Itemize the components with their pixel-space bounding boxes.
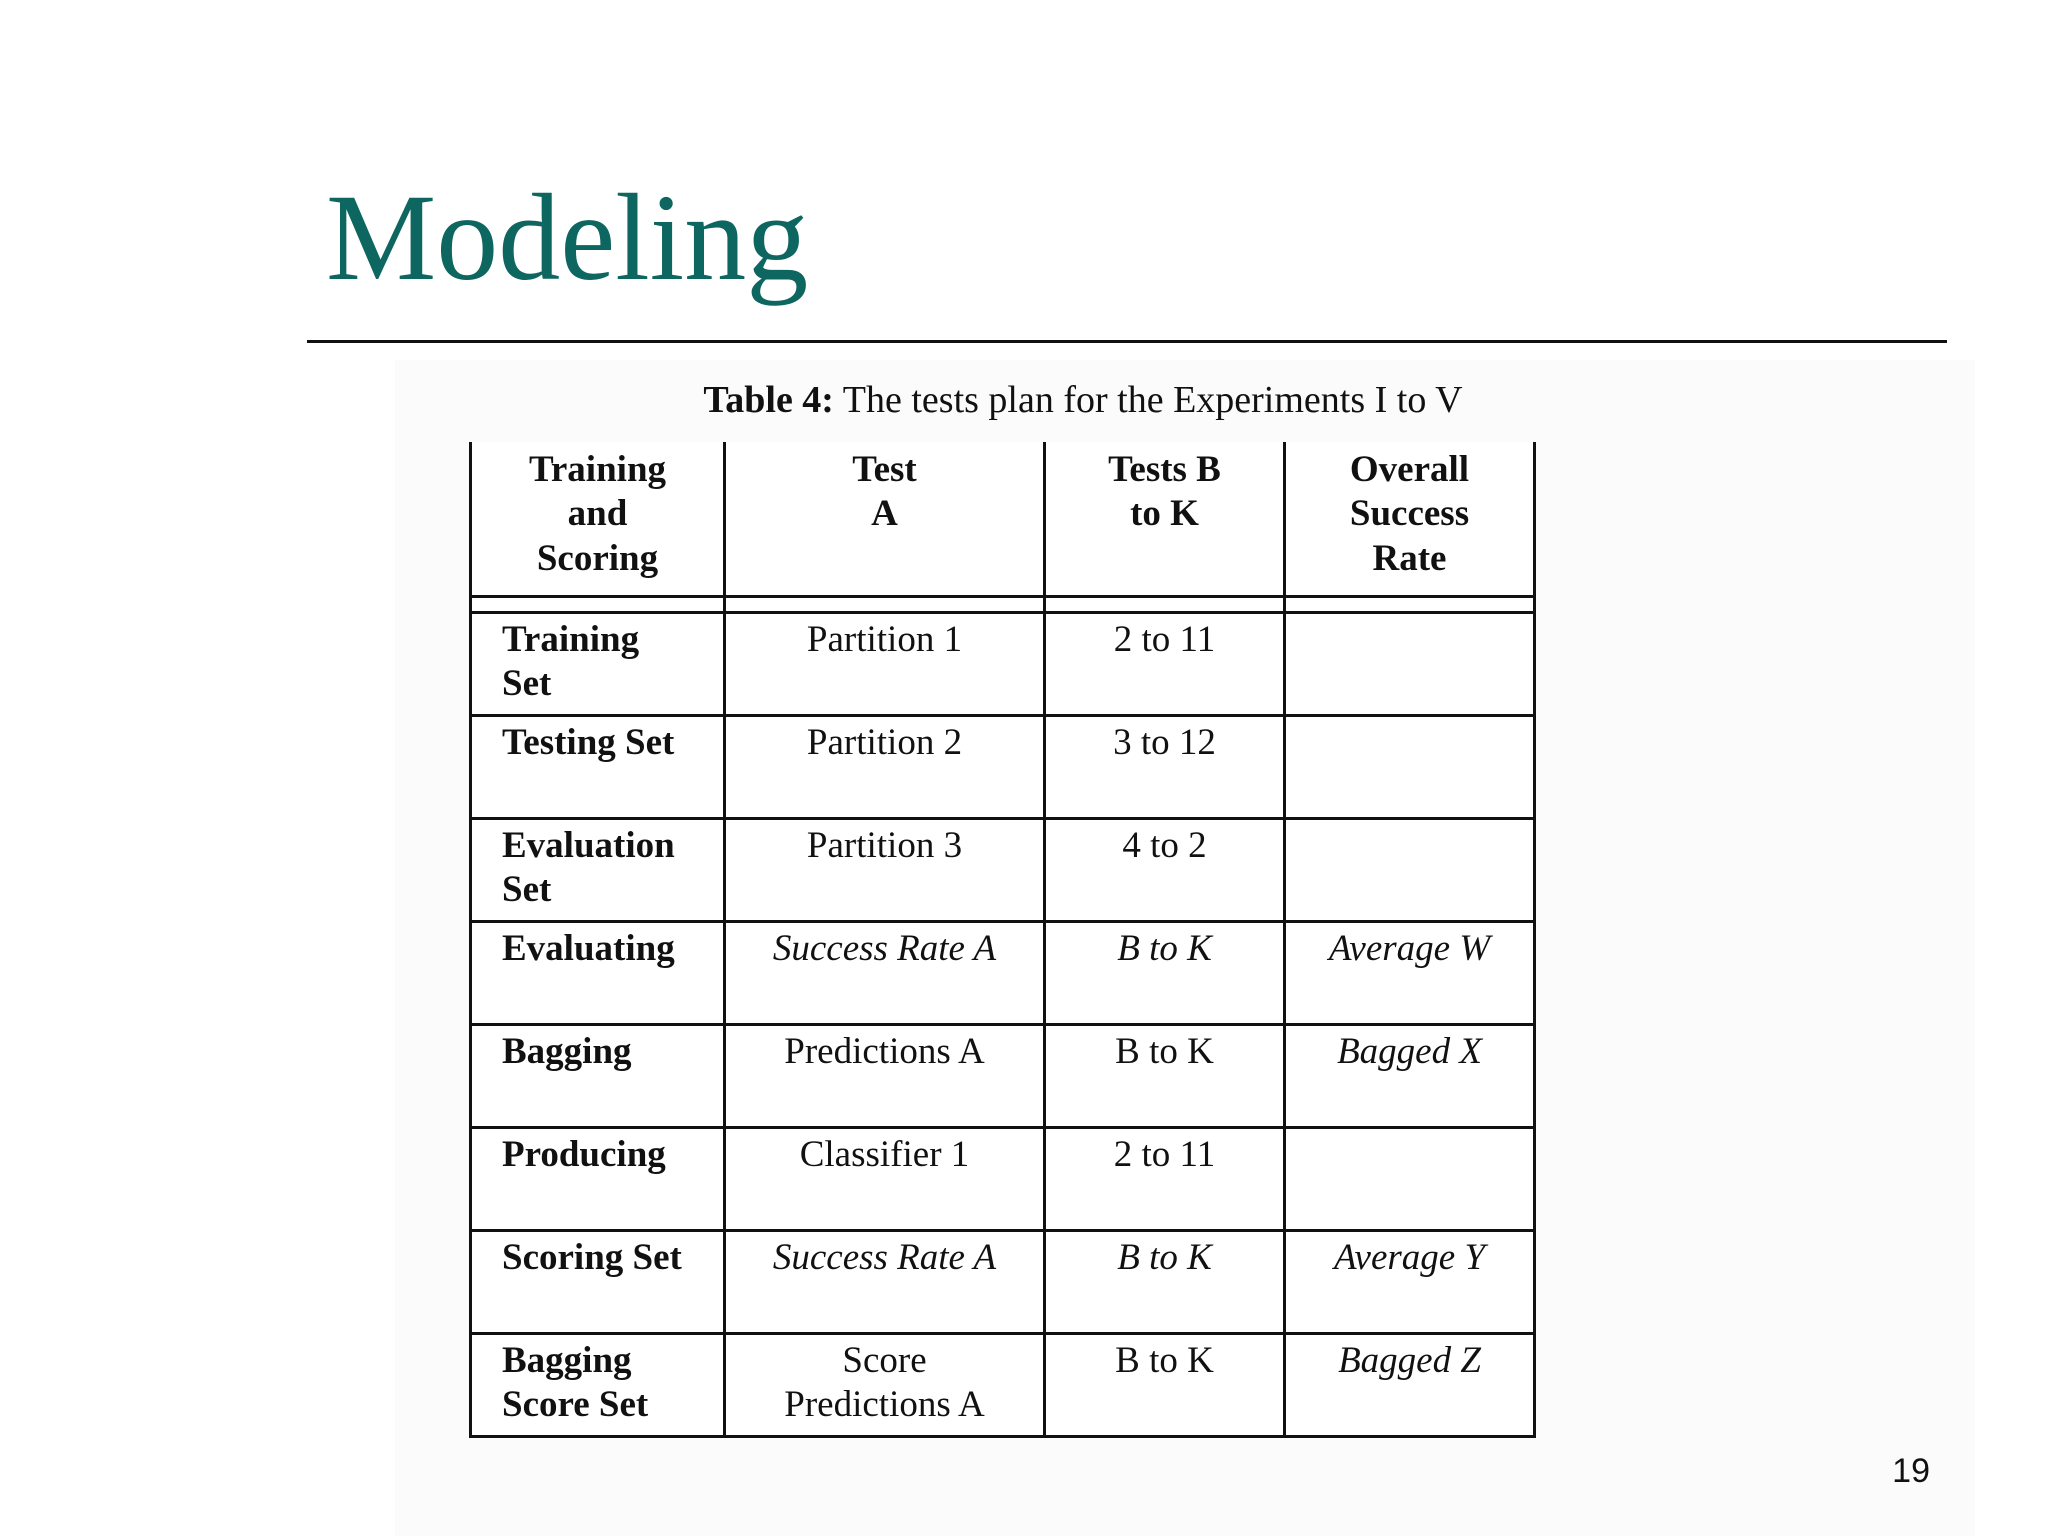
stage-cell: Testing Set xyxy=(471,716,725,819)
table-row xyxy=(471,613,1535,716)
table-caption-label: Table 4: xyxy=(703,379,834,421)
table-header-row xyxy=(471,442,1535,597)
table-row xyxy=(471,819,1535,922)
stage-cell: Scoring Set xyxy=(471,1231,725,1334)
page-number: 19 xyxy=(1892,1452,1930,1490)
overall-cell xyxy=(1285,613,1535,716)
tests-plan-table xyxy=(469,442,1536,1438)
overall-cell xyxy=(1285,1128,1535,1231)
stage-cell: Producing xyxy=(471,1128,725,1231)
tests-b-k-cell: B to K xyxy=(1045,1334,1285,1437)
table-row xyxy=(471,1231,1535,1334)
header-test-a xyxy=(725,442,1045,597)
test-a-cell: Success Rate A xyxy=(725,1231,1045,1334)
stage-cell: Bagging Score Set xyxy=(471,1334,725,1437)
title-divider xyxy=(307,340,1947,343)
test-a-cell: Partition 3 xyxy=(725,819,1045,922)
header-overall-success-rate xyxy=(1285,442,1535,597)
overall-cell: Average W xyxy=(1285,922,1535,1025)
table-caption xyxy=(395,378,1771,424)
tests-b-k-cell: 2 to 11 xyxy=(1045,1128,1285,1231)
header-training-and-scoring xyxy=(471,442,725,597)
overall-cell: Bagged Z xyxy=(1285,1334,1535,1437)
header-separator-row xyxy=(471,597,1535,613)
stage-cell: Training Set xyxy=(471,613,725,716)
tests-b-k-cell: 3 to 12 xyxy=(1045,716,1285,819)
test-a-cell: Partition 2 xyxy=(725,716,1045,819)
stage-cell: Evaluating xyxy=(471,922,725,1025)
table-row xyxy=(471,922,1535,1025)
test-a-cell: Classifier 1 xyxy=(725,1128,1045,1231)
tests-b-k-cell: B to K xyxy=(1045,922,1285,1025)
header-test-a-label: Test A xyxy=(852,449,917,535)
table-row xyxy=(471,1128,1535,1231)
header-tests-b-to-k-label: Tests B to K xyxy=(1108,449,1221,535)
tests-b-k-cell: 2 to 11 xyxy=(1045,613,1285,716)
table-row xyxy=(471,1334,1535,1437)
header-training-and-scoring-label: Training and Scoring xyxy=(528,449,667,579)
test-a-cell: Partition 1 xyxy=(725,613,1045,716)
header-tests-b-to-k xyxy=(1045,442,1285,597)
test-a-cell: Predictions A xyxy=(725,1025,1045,1128)
test-a-cell: Success Rate A xyxy=(725,922,1045,1025)
overall-cell: Average Y xyxy=(1285,1231,1535,1334)
stage-cell: Evaluation Set xyxy=(471,819,725,922)
overall-cell: Bagged X xyxy=(1285,1025,1535,1128)
overall-cell xyxy=(1285,716,1535,819)
test-a-cell: Score Predictions A xyxy=(725,1334,1045,1437)
slide-title: Modeling xyxy=(326,169,809,306)
overall-cell xyxy=(1285,819,1535,922)
table-row xyxy=(471,716,1535,819)
header-overall-success-rate-label: Overall Success Rate xyxy=(1349,449,1470,579)
table-row xyxy=(471,1025,1535,1128)
tests-b-k-cell: B to K xyxy=(1045,1231,1285,1334)
tests-b-k-cell: B to K xyxy=(1045,1025,1285,1128)
tests-b-k-cell: 4 to 2 xyxy=(1045,819,1285,922)
table-caption-text: The tests plan for the Experiments I to V xyxy=(833,379,1463,421)
stage-cell: Bagging xyxy=(471,1025,725,1128)
